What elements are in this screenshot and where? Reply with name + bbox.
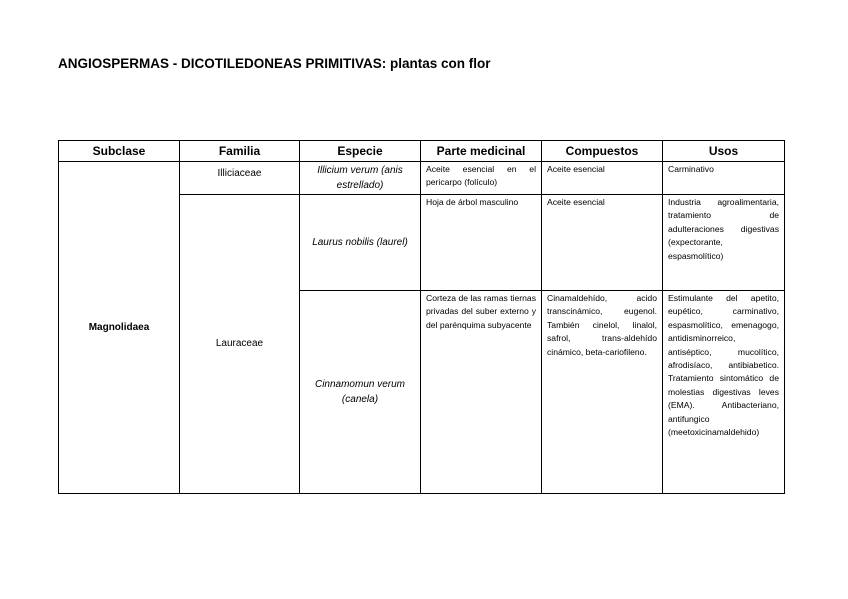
cell-compuestos: Cinamaldehído, acido transcinámico, eugenol. También cinelol, linalol, safrol, trans-aldehído cinámico, beta-cariofileno. [542, 291, 663, 494]
header-usos: Usos [663, 141, 785, 162]
cell-compuestos: Aceite esencial [542, 195, 663, 291]
table-row [59, 162, 785, 195]
cell-familia: Illiciaceae [180, 162, 300, 195]
cell-usos: Industria agroalimentaria, tratamiento de adulteraciones digestivas (expectorante, espasmolítico) [663, 195, 785, 291]
cell-usos: Estimulante del apetito, eupético, carminativo, espasmolítico, emenagogo, antidisminorreico, antiséptico, mucolítico, afrodisíaco, antibiabetico. Tratamiento sintomático de molestias digestivas leves (EMA). Antibacteriano, antifungico (meetoxicinamaldehido) [663, 291, 785, 494]
header-row [59, 141, 785, 162]
cell-compuestos: Aceite esencial [542, 162, 663, 195]
cell-parte-medicinal: Hoja de árbol masculino [421, 195, 542, 291]
cell-parte-medicinal: Aceite esencial en el pericarpo (folículo) [421, 162, 542, 195]
cell-especie: Laurus nobilis (laurel) [300, 195, 421, 291]
cell-usos: Carminativo [663, 162, 785, 195]
cell-especie: Cinnamomun verum (canela) [300, 291, 421, 494]
header-compuestos: Compuestos [542, 141, 663, 162]
page-title: ANGIOSPERMAS - DICOTILEDONEAS PRIMITIVAS: plantas con flor [58, 56, 491, 71]
cell-parte-medicinal: Corteza de las ramas tiernas privadas del suber externo y del parénquima subyacente [421, 291, 542, 494]
header-familia: Familia [180, 141, 300, 162]
cell-subclase: Magnolidaea [59, 162, 180, 494]
header-subclase: Subclase [59, 141, 180, 162]
cell-especie: Illicium verum (anis estrellado) [300, 162, 421, 195]
header-especie: Especie [300, 141, 421, 162]
cell-familia: Lauraceae [180, 195, 300, 494]
plants-table [58, 140, 785, 494]
header-parte-medicinal: Parte medicinal [421, 141, 542, 162]
